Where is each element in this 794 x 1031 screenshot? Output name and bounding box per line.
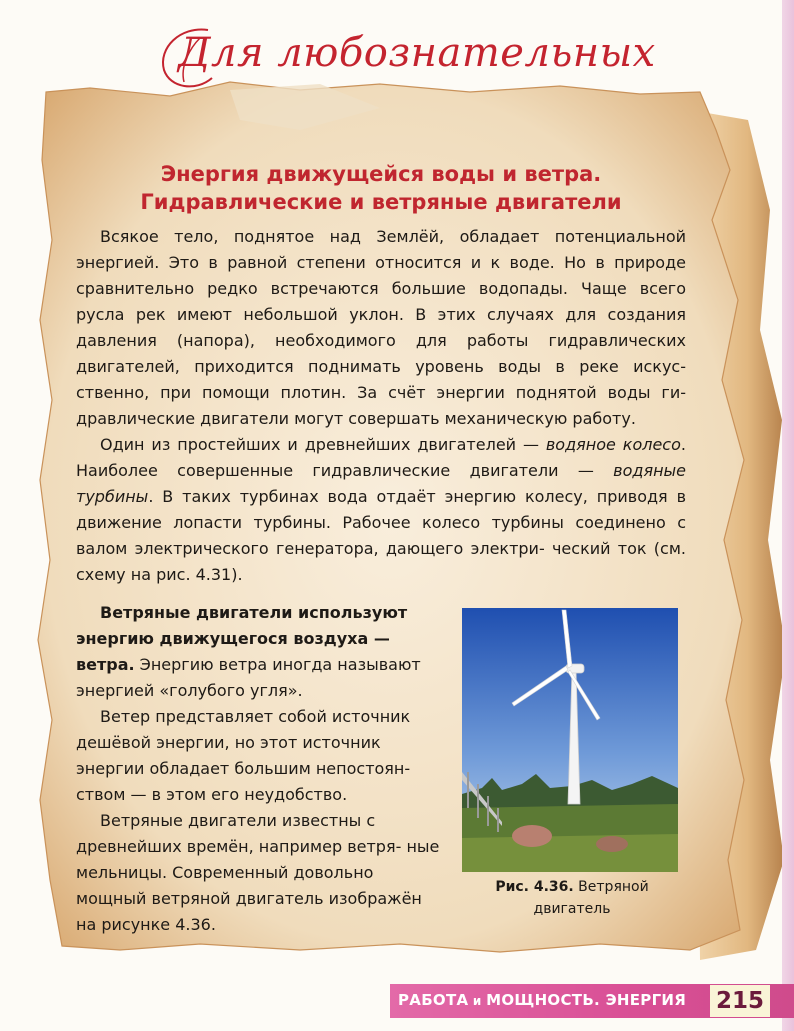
page-number: 215 xyxy=(710,985,770,1017)
article-heading xyxy=(76,160,686,216)
wind-text-column xyxy=(76,600,446,938)
paragraph-3 xyxy=(76,600,446,704)
figure-label: Рис. 4.36. xyxy=(495,879,574,895)
paragraph-4: Ветер представляет собой источник дешёвой энергии, но этот источник энергии обладает большим непостоян- ством — в этом его неудобство. xyxy=(76,707,411,804)
paragraph-2 xyxy=(76,432,686,588)
paragraph-3-rest: Энергию ветра иногда называют энергией «голубого угля». xyxy=(76,655,421,700)
footer-section-title xyxy=(398,991,686,1009)
paragraph-2-text-c: . В таких турбинах вода отдаёт энергию колесу, приводя в движение лопасти турбины. Рабочее колесо турбины соединено с валом электрического генератора, дающего электри- ческий ток (см. схему на рис. 4.31). xyxy=(76,487,686,584)
paragraph-2-text-a: Один из простейших и древнейших двигателей — xyxy=(100,435,546,454)
article-heading-line1: Энергия движущейся воды и ветра. xyxy=(160,162,602,186)
figure-caption-text: Ветряной двигатель xyxy=(533,879,649,917)
figure-caption xyxy=(472,876,672,920)
paragraph-1: Всякое тело, поднятое над Землёй, обладает потенциальной энергией. Это в равной степени относится и к воде. Но в природе сравнительно редко встречаются большие водопады. Чаще всего русла рек имеют небольшой уклон. В этих случаях для создания давления (напора), необходимого для работы гидравлических двигателей, приходится поднимать уровень воды в реке искус- ственно, при помощи плотин. За счёт энергии поднятой воды ги- дравлические двигатели могут совершать механическую работу. xyxy=(76,227,686,428)
term-water-wheel: водяное колесо xyxy=(545,435,681,454)
paragraph-5: Ветряные двигатели известны с древнейших времён, например ветря- ные мельницы. Современный довольно мощный ветряной двигатель изображён на рисунке 4.36. xyxy=(76,811,440,934)
footer-section-word2: МОЩНОСТЬ. ЭНЕРГИЯ xyxy=(486,991,687,1009)
article-body xyxy=(76,160,686,588)
page-edge-stripe xyxy=(782,0,794,1031)
paragraph-3-bold: Ветряные двигатели используют энергию движущегося воздуха — ветра. xyxy=(76,603,408,674)
footer-section-word1: РАБОТА xyxy=(398,991,469,1009)
section-rubric-title: Для любознательных xyxy=(178,30,656,76)
term-water-turbines: водяные турбины xyxy=(76,461,686,506)
article-heading-line2: Гидравлические и ветряные двигатели xyxy=(140,190,622,214)
footer-section-conjunction: и xyxy=(468,994,487,1008)
wind-turbine-photo xyxy=(462,608,678,872)
paragraph-2-text-b: . Наиболее совершенные гидравлические двигатели — xyxy=(76,435,686,480)
